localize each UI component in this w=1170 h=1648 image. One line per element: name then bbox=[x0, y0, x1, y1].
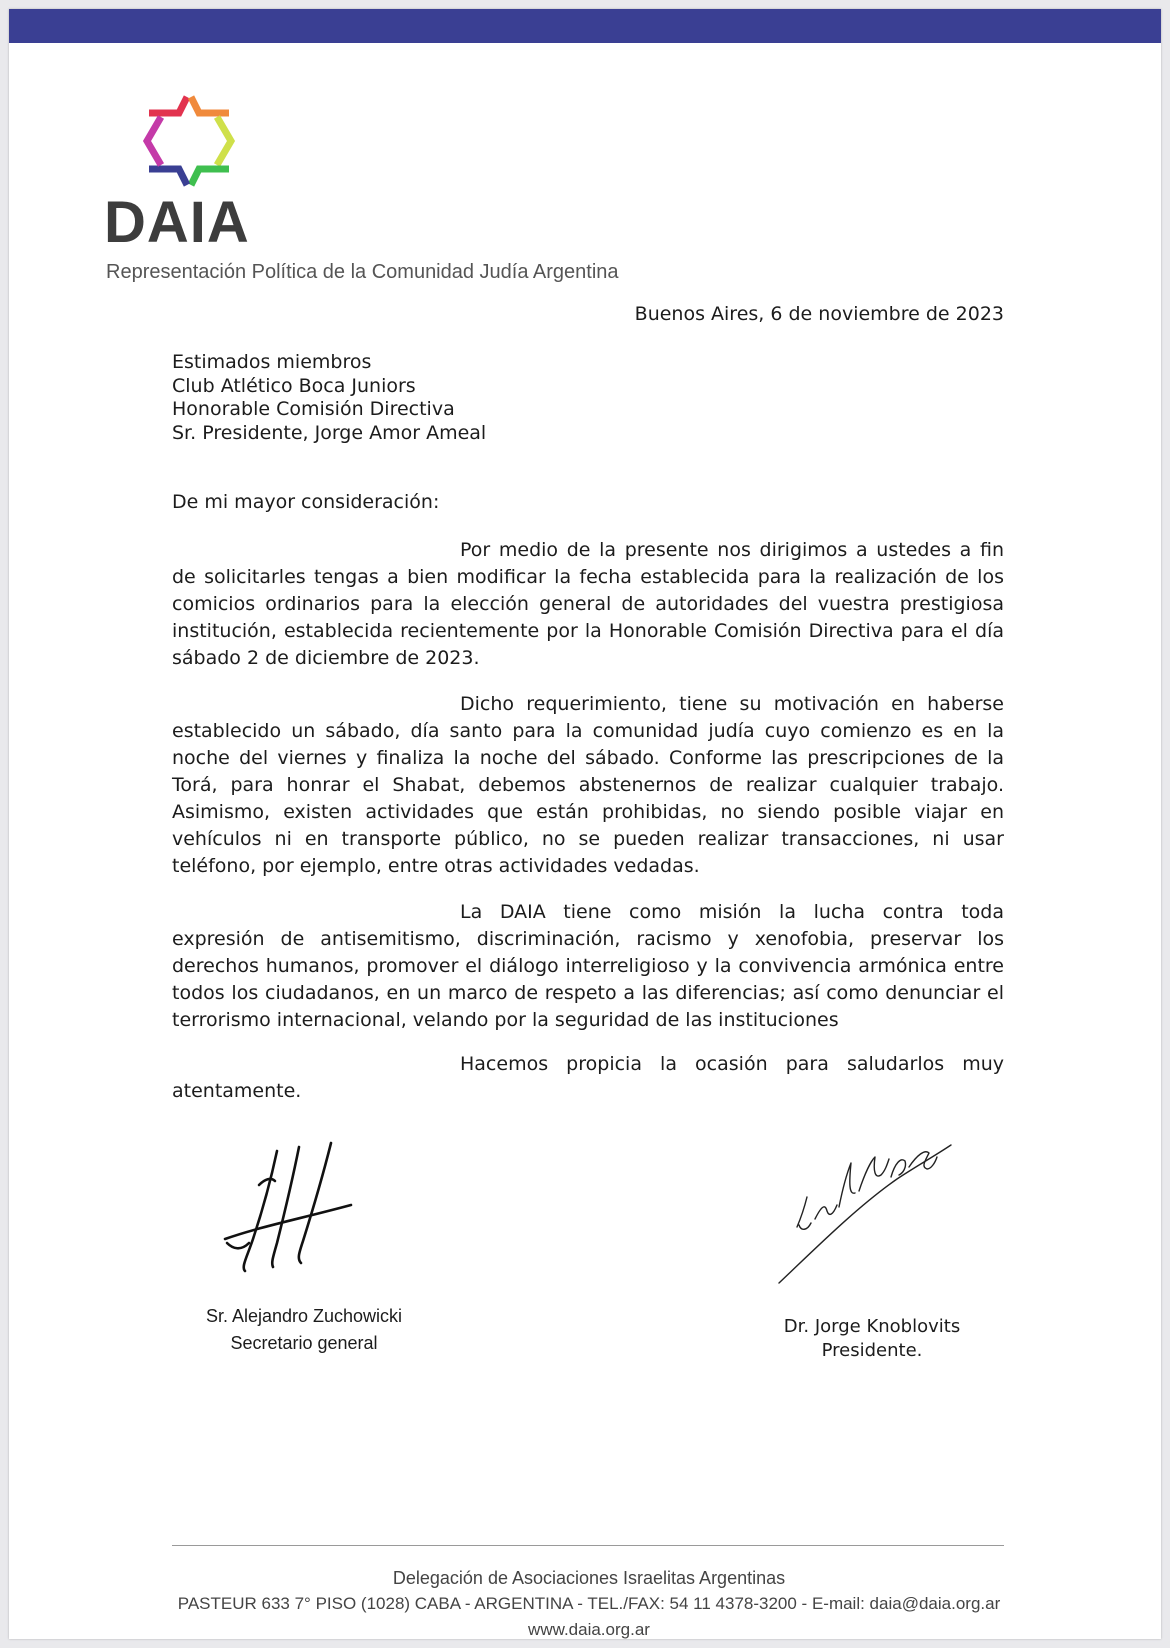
addressee-line: Estimados miembros bbox=[172, 351, 372, 373]
footer-organization: Delegación de Asociaciones Israelitas Argentinas bbox=[392, 1568, 786, 1588]
star-of-david-logo-icon bbox=[141, 89, 237, 193]
signatory-right-name: Dr. Jorge Knoblovits bbox=[783, 1316, 961, 1337]
letter-footer bbox=[109, 1565, 1069, 1639]
signatory-right-title: Presidente. bbox=[821, 1340, 923, 1361]
signatory-right bbox=[762, 1315, 982, 1363]
signatory-left bbox=[169, 1303, 439, 1357]
letterhead-tagline: Representación Política de la Comunidad Judía Argentina bbox=[106, 261, 619, 283]
body-paragraph-2: Dicho requerimiento, tiene su motivación en haberse establecido un sábado, día santo para la comunidad judía cuyo comienzo es en la noche del viernes y finaliza la noche del sábado. Conforme las prescripciones de la Torá, para honrar el Shabat, debemos abstenernos de realizar cualquier trabajo. Asimismo, existen actividades que están prohibidas, no siendo posible viajar en vehículos ni en transporte público, no se pueden realizar transacciones, ni usar teléfono, por ejemplo, entre otras actividades vedadas. bbox=[172, 693, 1004, 877]
footer-address: PASTEUR 633 7° PISO (1028) CABA - ARGENTINA - TEL./FAX: 54 11 4378-3200 - E-mail: daia@daia.org.ar bbox=[177, 1594, 1001, 1613]
star-segment-blue bbox=[149, 169, 187, 185]
daia-wordmark: DAIA bbox=[104, 190, 250, 255]
star-segment-green bbox=[191, 169, 229, 185]
star-segment-purple bbox=[147, 117, 161, 165]
body-paragraph-3: La DAIA tiene como misión la lucha contra toda expresión de antisemitismo, discriminación, racismo y xenofobia, preservar los derechos humanos, promover el diálogo interreligioso y la convivencia armónica entre todos los ciudadanos, en un marco de respeto a las diferencias; así como denunciar el terrorismo internacional, velando por la seguridad de las instituciones bbox=[172, 901, 1004, 1031]
signatory-left-name: Sr. Alejandro Zuchowicki bbox=[205, 1306, 403, 1326]
body-paragraph-closing: Hacemos propicia la ocasión para saludarlos muy atentamente. bbox=[172, 1053, 1004, 1102]
salutation: De mi mayor consideración: bbox=[172, 491, 440, 513]
signature-right-icon bbox=[777, 1127, 957, 1287]
addressee-line: Honorable Comisión Directiva bbox=[172, 398, 455, 420]
footer-divider bbox=[172, 1545, 1004, 1546]
addressee-line: Sr. Presidente, Jorge Amor Ameal bbox=[172, 421, 487, 444]
letterhead-top-bar bbox=[9, 9, 1161, 43]
star-segment-yellow bbox=[217, 117, 231, 165]
signature-left-icon bbox=[219, 1139, 359, 1279]
letter-date: Buenos Aires, 6 de noviembre de 2023 bbox=[634, 303, 1004, 325]
addressee-line: Club Atlético Boca Juniors bbox=[172, 374, 416, 397]
body-paragraph-1: Por medio de la presente nos dirigimos a ustedes a fin de solicitarles tengas a bien modificar la fecha establecida para la realización de los comicios ordinarios para la elección general de autoridades del vuestra prestigiosa institución, establecida recientemente por la Honorable Comisión Directiva para el día sábado 2 de diciembre de 2023. bbox=[172, 539, 1004, 669]
footer-website: www.daia.org.ar bbox=[528, 1620, 650, 1639]
star-segment-orange bbox=[191, 97, 229, 113]
addressee-block bbox=[172, 351, 486, 445]
letter-page bbox=[9, 9, 1161, 1639]
signatory-left-title: Secretario general bbox=[230, 1333, 378, 1353]
star-segment-red bbox=[149, 97, 187, 113]
